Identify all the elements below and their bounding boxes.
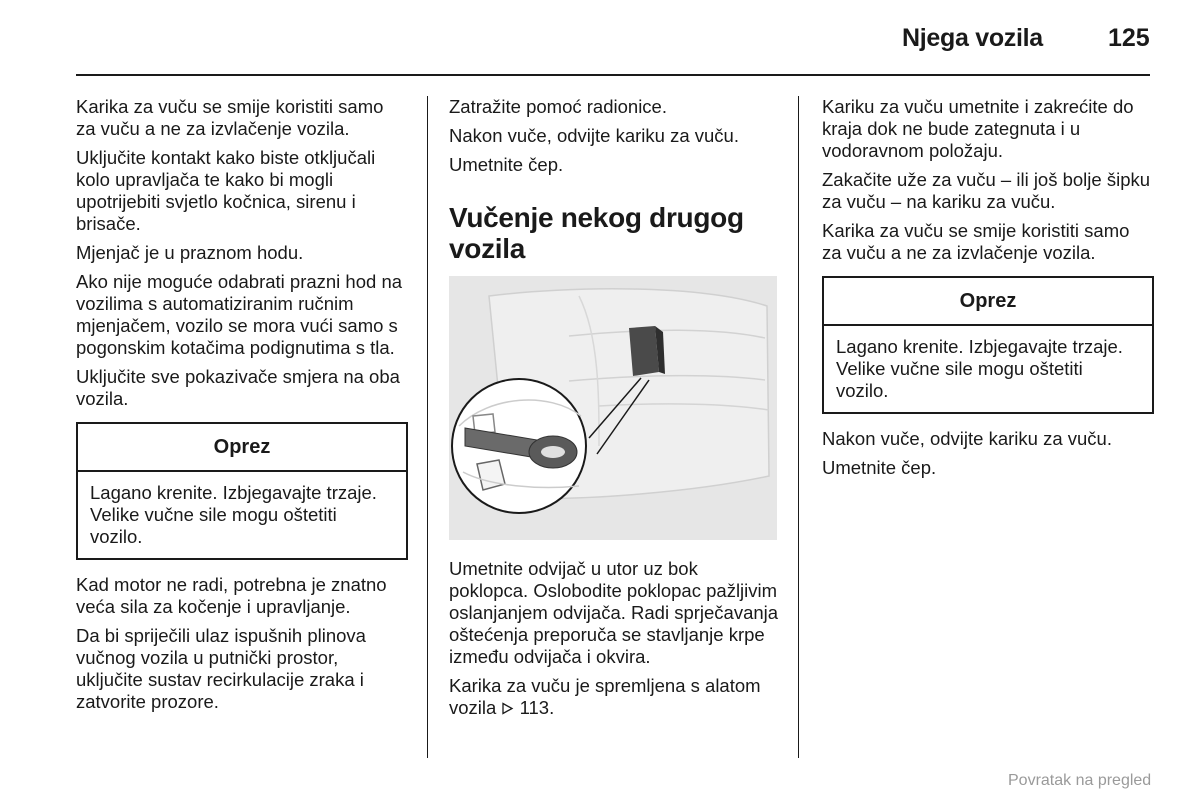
caution-box: [822, 276, 1154, 414]
paragraph: Zatražite pomoć radionice.: [449, 96, 667, 117]
section-heading: Vučenje nekog drugog vozila: [449, 202, 744, 264]
paragraph-text: Karika za vuču je spremljena s alatom vozila: [449, 675, 761, 718]
paragraph: Kad motor ne radi, potrebna je znatno veća sila za kočenje i upravljanje.: [76, 574, 387, 617]
section-title: Njega vozila: [902, 24, 1043, 52]
reference-arrow-icon: [501, 697, 514, 718]
column-divider: [427, 96, 428, 758]
page-header: [0, 0, 1200, 78]
back-to-overview-link[interactable]: Povratak na pregled: [1008, 772, 1152, 789]
caution-body: Lagano krenite. Izbjegavajte trzaje. Velike vučne sile mogu oštetiti vozilo.: [90, 482, 377, 547]
paragraph: Nakon vuče, odvijte kariku za vuču.: [822, 428, 1112, 449]
paragraph: Ako nije moguće odabrati prazni hod na vozilima s automatiziranim ručnim mjenjačem, vozilo se mora vući samo s pogonskim kotačima podignutima s tla.: [76, 271, 403, 358]
page-number: 125: [1108, 24, 1150, 52]
column-2: [449, 96, 781, 726]
paragraph: Umetnite čep.: [822, 457, 937, 478]
paragraph: Da bi spriječili ulaz ispušnih plinova vučnog vozila u putnički prostor, uključite sustav recirkulacije zraka i zatvorite prozore.: [76, 625, 366, 712]
towing-eye-illustration: [449, 276, 777, 540]
paragraph: Umetnite odvijač u utor uz bok poklopca. Oslobodite poklopac pažljivim oslanjanjem odvijača. Radi sprječavanja oštećenja preporuča se stavljanje krpe između odvijača i okvira.: [449, 558, 779, 667]
paragraph: Karika za vuču se smije koristiti samo za vuču a ne za izvlačenje vozila.: [822, 220, 1130, 263]
paragraph: Nakon vuče, odvijte kariku za vuču.: [449, 125, 739, 146]
paragraph: Uključite kontakt kako biste otključali kolo upravljača te kako bi mogli upotrijebiti svjetlo kočnica, sirenu i brisače.: [76, 147, 376, 234]
column-1: [76, 96, 408, 720]
column-divider: [798, 96, 799, 758]
caution-title: Oprez: [78, 424, 406, 472]
caution-box: [76, 422, 408, 560]
paragraph: Karika za vuču se smije koristiti samo za vuču a ne za izvlačenje vozila.: [76, 96, 384, 139]
paragraph: Kariku za vuču umetnite i zakrećite do kraja dok ne bude zategnuta i u vodoravnom položaju.: [822, 96, 1134, 161]
paragraph: Zakačite uže za vuču – ili još bolje šipku za vuču – na kariku za vuču.: [822, 169, 1151, 212]
paragraph: Uključite sve pokazivače smjera na oba vozila.: [76, 366, 400, 409]
page-reference: 113.: [519, 697, 555, 718]
paragraph: Mjenjač je u praznom hodu.: [76, 242, 304, 263]
paragraph: [449, 675, 781, 719]
paragraph: Umetnite čep.: [449, 154, 564, 175]
header-rule: [76, 74, 1150, 76]
caution-title: Oprez: [824, 278, 1152, 326]
column-3: [822, 96, 1154, 486]
caution-body: Lagano krenite. Izbjegavajte trzaje. Velike vučne sile mogu oštetiti vozilo.: [836, 336, 1123, 401]
